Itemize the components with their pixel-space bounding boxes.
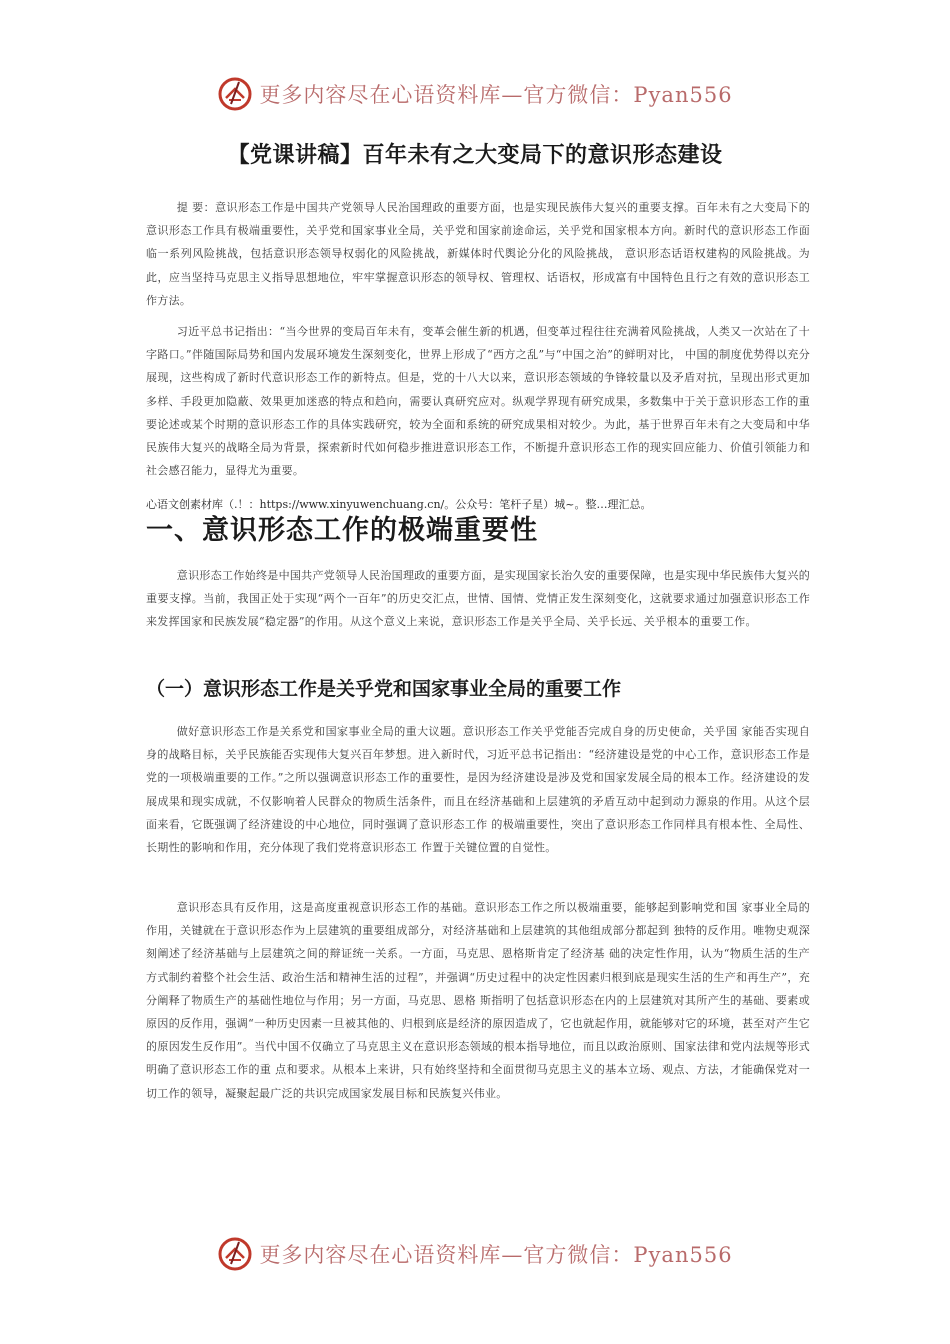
abstract-paragraph: 提 要：意识形态工作是中国共产党领导人民治国理政的重要方面，也是实现民族伟大复兴的重要支撑。百年未有之大变局下的意识形态工作具有极端重要性，关乎党和国家事业全局，关乎党和国家前途命运，关乎党和国家根本方向。新时代的意识形态工作面临一系列风险挑战，包括意识形态领导权弱化的风险挑战，新媒体时代舆论分化的风险挑战， 意识形态话语权建构的风险挑战。为此，应当坚持马克思主义指导思想地位，牢牢掌握意识形态的领导权、管理权、话语权，形成富有中国特色且行之有效的意识形态工作方法。: [146, 201, 810, 307]
logo-icon: [217, 1236, 253, 1272]
subsection-paragraph-1: 做好意识形态工作是关系党和国家事业全局的重大议题。意识形态工作关乎党能否完成自身的历史使命，关乎国 家能否实现自身的战略目标，关乎民族能否实现伟大复兴百年梦想。进入新时代，习近平总书记指出：“经济建设是党的中心工作，意识形态工作是党的一项极端重要的工作。”之所以强调意识形态工作的重要性，是因为经济建设是涉及党和国家发展全局的根本工作。经济建设的发展成果和现实成就，不仅影响着人民群众的物质生活条件，而且在经济基础和上层建筑的矛盾互动中起到动力源泉的作用。从这个层面来看，它既强调了经济建设的中心地位，同时强调了意识形态工作 的极端重要性，突出了意识形态工作同样具有根本性、全局性、长期性的影响和作用，充分体现了我们党将意识形态工 作置于关键位置的自觉性。: [146, 725, 810, 855]
footer-banner: [0, 1232, 950, 1276]
footer-banner-text: 更多内容尽在心语资料库—官方微信：Pyan556: [259, 1243, 733, 1267]
subsection-paragraph-2: 意识形态具有反作用，这是高度重视意识形态工作的基础。意识形态工作之所以极端重要，能够起到影响党和国 家事业全局的作用，关键就在于意识形态作为上层建筑的重要组成部分，对经济基础和上层建筑的其他组成部分都起到 独特的反作用。唯物史观深刻阐述了经济基础与上层建筑之间的辩证统一关系。一方面，马克思、恩格斯肯定了经济基 础的决定性作用，认为“物质生活的生产方式制约着整个社会生活、政治生活和精神生活的过程”，并强调“历史过程中的决定性因素归根到底是现实生活的生产和再生产”，充分阐释了物质生产的基础性地位与作用；另一方面，马克思、恩格 斯指明了包括意识形态在内的上层建筑对其所产生的基础、要素或原因的反作用，强调“一种历史因素一旦被其他的、归根到底是经济的原因造成了，它也就起作用，就能够对它的环境，甚至对产生它的原因发生反作用”。当代中国不仅确立了马克思主义在意识形态领域的根本指导地位，而且以政治原则、国家法律和党内法规等形式明确了意识形态工作的重 点和要求。从根本上来讲，只有始终坚持和全面贯彻马克思主义的基本立场、观点、方法，才能确保党对一切工作的领导，凝聚起最广泛的共识完成国家发展目标和民族复兴伟业。: [146, 901, 810, 1100]
section-heading: 一、意识形态工作的极端重要性: [146, 515, 538, 546]
section1-paragraph: 意识形态工作始终是中国共产党领导人民治国理政的重要方面，是实现国家长治久安的重要保障，也是实现中华民族伟大复兴的重要支撑。当前，我国正处于实现“两个一百年”的历史交汇点，世情、国情、党情正发生深刻变化，这就要求通过加强意识形态工作来发挥国家和民族发展“稳定器”的作用。从这个意义上来说，意识形态工作是关乎全局、关乎长远、关乎根本的重要工作。: [146, 569, 810, 629]
logo-icon: [217, 76, 253, 112]
header-banner-text: 更多内容尽在心语资料库—官方微信：Pyan556: [259, 83, 733, 107]
document-title: 【党课讲稿】百年未有之大变局下的意识形态建设: [227, 143, 723, 168]
header-banner: [0, 72, 950, 116]
subsection-heading: （一）意识形态工作是关乎党和国家事业全局的重要工作: [146, 678, 622, 700]
intro-paragraph: 习近平总书记指出：“当今世界的变局百年未有，变革会催生新的机遇，但变革过程往往充满着风险挑战，人类又一次站在了十字路口。”伴随国际局势和国内发展环境发生深刻变化，世界上形成了“西方之乱”与“中国之治”的鲜明对比， 中国的制度优势得以充分展现，这些构成了新时代意识形态工作的新特点。但是，党的十八大以来，意识形态领域的争锋较量以及矛盾对抗，呈现出形式更加多样、手段更加隐蔽、效果更加迷惑的特点和趋向，需要认真研究应对。纵观学界现有研究成果，多数集中于关于意识形态工作的重要论述或某个时期的意识形态工作的具体实践研究，较为全面和系统的研究成果相对较少。为此，基于世界百年未有之大变局和中华民族伟大复兴的战略全局为背景，探索新时代如何稳步推进意识形态工作，不断提升意识形态工作的现实回应能力、价值引领能力和社会感召能力，显得尤为重要。: [146, 325, 810, 478]
source-line: 心语文创素材库（.！：https://www.xinyuwenchuang.cn/。公众号：笔杆子星）城~。整…理汇总。: [146, 498, 652, 511]
